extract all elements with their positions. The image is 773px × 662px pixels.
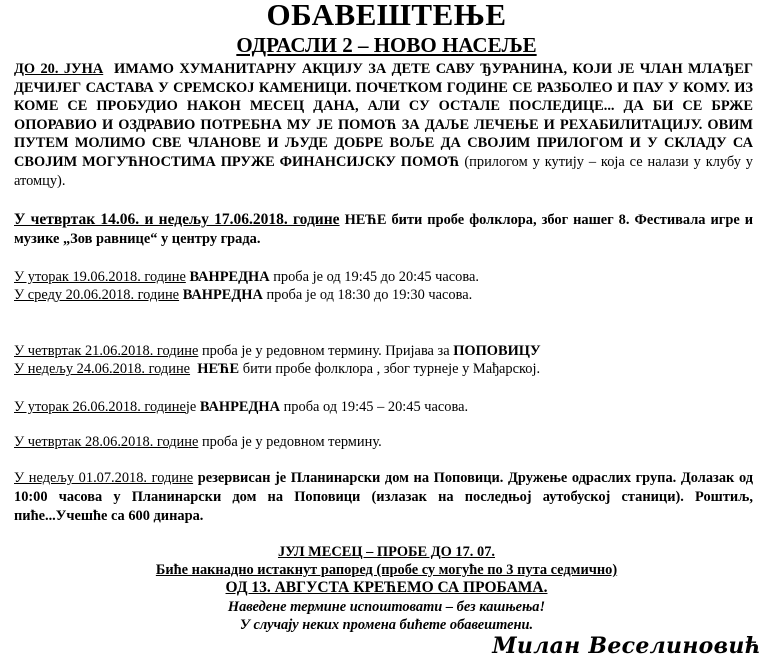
- notice-text: проба од 19:45 – 20:45 часова.: [283, 399, 469, 415]
- intro-date: ДО 20. ЈУНА: [14, 61, 104, 77]
- july-heading: ЈУЛ МЕСЕЦ – ПРОБЕ ДО 17. 07.: [277, 544, 495, 560]
- notice-thursday-2106: [14, 342, 754, 360]
- notice-sunday-0107: [14, 469, 753, 526]
- notice-date: У среду 20.06.2018. године: [14, 287, 180, 303]
- notice-text: проба је у редовном термину.: [201, 434, 382, 450]
- notice-text: проба је од 19:45 до 20:45 часова.: [273, 269, 479, 285]
- notice-date: У недељу 24.06.2018. године: [14, 361, 191, 377]
- notice-festival: [14, 210, 753, 249]
- notice-emphasis: ВАНРЕДНА: [182, 287, 263, 303]
- notice-text: проба је у редовном термину. Пријава за: [201, 343, 450, 359]
- notice-tuesday-1906: [14, 268, 754, 286]
- notice-date: У четвртак 28.06.2018. године: [14, 434, 199, 450]
- notice-date: У недељу 01.07.2018. године: [14, 470, 194, 486]
- notice-date: У уторак 19.06.2018. године: [14, 269, 186, 285]
- intro-text: ИМАМО ХУМАНИТАРНУ АКЦИЈУ ЗА ДЕТЕ САВУ ЂУРАНИНА, КОЈИ ЈЕ ЧЛАН МЛАЂЕГ ДЕЧИЈЕГ САСТАВА У СРЕМСКОЈ КАМЕНИЦИ. ПОЧЕТКОМ ГОДИНЕ СЕ РАЗБОЛЕО И ПАУ У КОМУ. ИЗ КОМЕ СЕ ПРОБУДИО НАКОН МЕСЕЦ ДАНА, АЛИ СУ ОСТАЛЕ ПОСЛЕДИЦЕ... ДА БИ СЕ БРЖЕ ОПОРАВИО И ОЗДРАВИО ПОТРЕБНА МУ ЈЕ ПОМОЋ ЗА ДАЉЕ ЛЕЧЕЊЕ И РЕХАБИЛИТАЦИЈУ. ОВИМ ПУТЕМ МОЛИМО СВЕ ЧЛАНОВЕ И ЉУДЕ ДОБРЕ ВОЉЕ ДА СВОЈИМ ПРИЛОГОМ И У СКЛАДУ СА СВОЈИМ МОГУЋНОСТИМА ПРУЖЕ ФИНАНСИЈСКУ ПОМОЋ: [14, 61, 753, 170]
- notice-festival-text: НЕЋЕ бити пробе фолклора, због нашег 8. Фестивала игре и музике „Зов равнице“ у центру града.: [14, 212, 753, 247]
- notice-emphasis: ВАНРЕДНА: [199, 399, 280, 415]
- notice-festival-date: У четвртак 14.06. и недељу 17.06.2018. године: [14, 211, 340, 228]
- changes-note: У случају неких промена бићете обавештени.: [239, 617, 534, 633]
- notice-wednesday-2006: [14, 286, 754, 304]
- notice-date: У четвртак 21.06.2018. године: [14, 343, 199, 359]
- notice-pre: је: [185, 399, 197, 415]
- august-heading: ОД 13. АВГУСТА КРЕЋЕМО СА ПРОБАМА.: [225, 579, 548, 596]
- notice-subtitle: ОДРАСЛИ 2 – НОВО НАСЕЉЕ: [236, 33, 537, 57]
- notice-emphasis: ПОПОВИЦУ: [453, 343, 541, 359]
- notice-text: резервисан је Планинарски дом на Поповици. Дружење одраслих група. Долазак од 10:00 часова у Планинарски дом на Поповици (излазак на последњој аутобуској станици). Роштиљ, пиће...Учешће са 600 динара.: [14, 470, 753, 524]
- signature: Милан Веселиновић: [492, 633, 761, 659]
- notice-title: ОБАВЕШТЕЊЕ: [266, 0, 507, 32]
- schedule-note: Биће накнадно истакнут рапоред (пробе су могуће по 3 пута седмично): [155, 562, 618, 578]
- notice-emphasis: НЕЋЕ: [197, 361, 240, 377]
- intro-note: (прилогом у кутију – која се налази у клубу у атомцу).: [14, 153, 754, 189]
- notice-text: бити пробе фолклора , због турнеје у Мађарској.: [242, 361, 541, 377]
- notice-text: проба је од 18:30 до 19:30 часова.: [266, 287, 473, 303]
- notice-emphasis: ВАНРЕДНА: [189, 269, 270, 285]
- notice-date: У уторак 26.06.2018. године: [14, 399, 186, 415]
- punctuality-note: Наведене термине испоштовати – без кашњења!: [227, 599, 546, 615]
- intro-paragraph: [14, 60, 753, 190]
- notice-tuesday-2606: [14, 398, 754, 416]
- notice-thursday-2806: [14, 433, 754, 451]
- notice-sunday-2406: [14, 360, 754, 378]
